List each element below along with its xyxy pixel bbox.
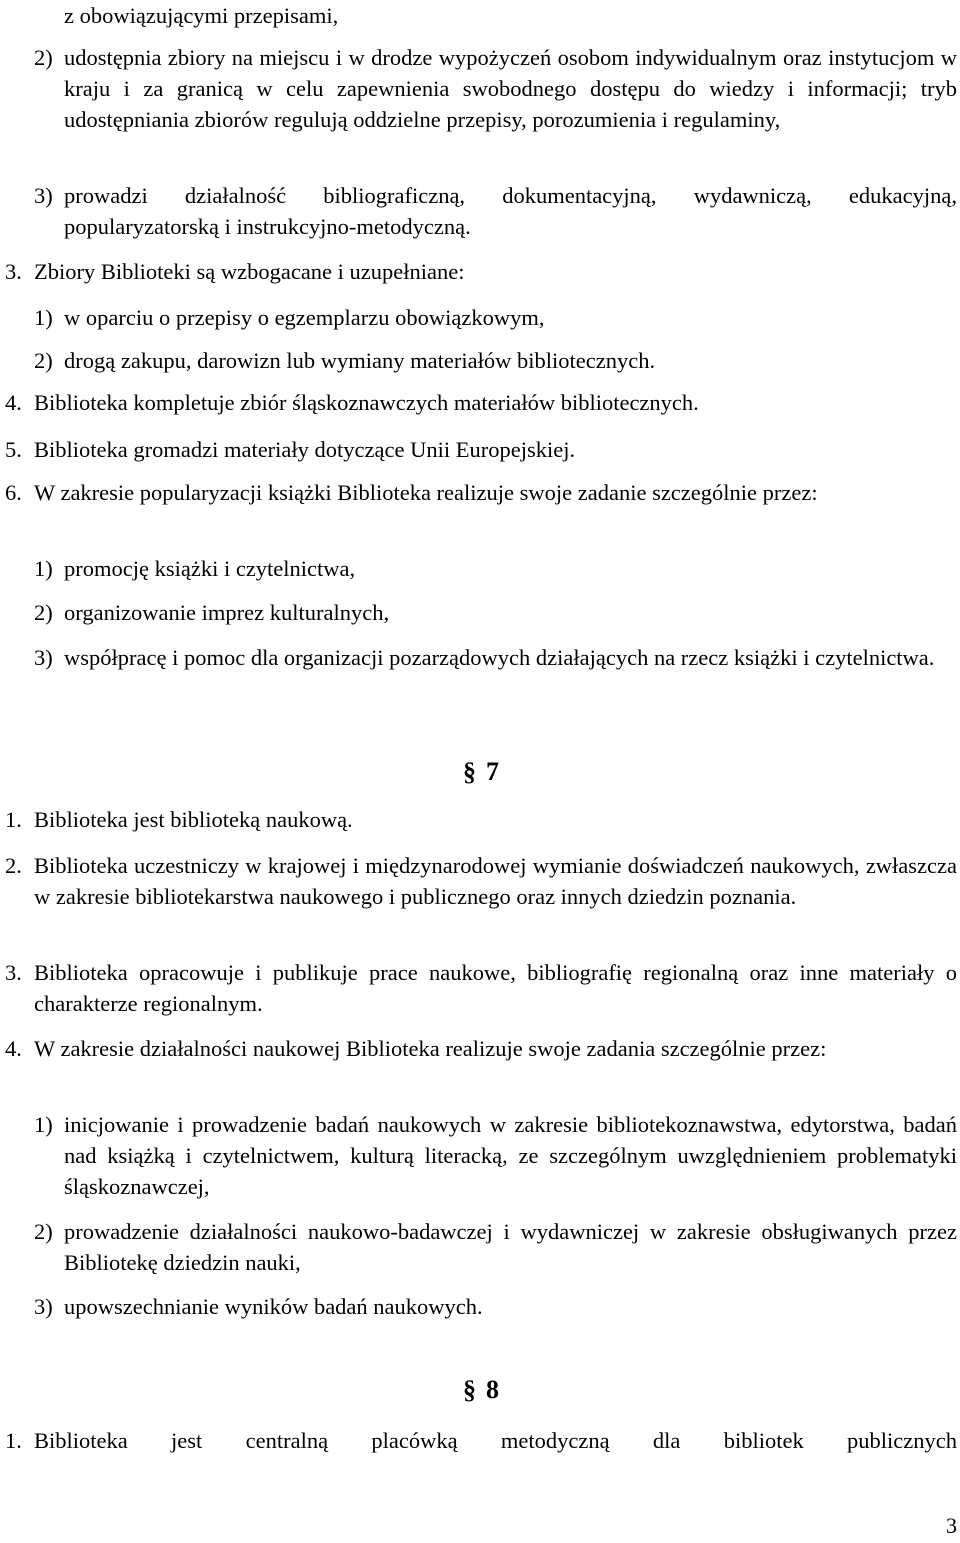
list-item-number: 2) (34, 1219, 53, 1244)
section-number: 8 (486, 1375, 499, 1404)
list-item (34, 345, 957, 376)
list-item-text: upowszechnianie wyników badań naukowych. (64, 1294, 483, 1319)
paragraph (5, 256, 957, 287)
paragraph (5, 850, 957, 912)
list-item-number: 3) (34, 183, 53, 208)
list-item-number: 1) (34, 556, 53, 581)
list-item-text: organizowanie imprez kulturalnych, (64, 600, 390, 625)
paragraph (5, 477, 957, 508)
paragraph-number: 4. (5, 390, 22, 415)
paragraph-text: Biblioteka opracowuje i publikuje prace naukowe, bibliografię regionalną oraz inne materiały o charakterze regionalnym. (34, 960, 957, 1016)
paragraph-text: W zakresie działalności naukowej Biblioteka realizuje swoje zadania szczególnie przez: (34, 1036, 827, 1061)
list-item-number: 3) (34, 1294, 53, 1319)
paragraph-number: 1. (5, 1428, 22, 1453)
paragraph-text: Zbiory Biblioteki są wzbogacane i uzupełniane: (34, 259, 465, 284)
section-symbol: § (463, 1375, 476, 1404)
paragraph (5, 387, 957, 418)
list-item (34, 302, 957, 333)
list-item-text: udostępnia zbiory na miejscu i w drodze wypożyczeń osobom indywidualnym oraz instytucjom w kraju i za granicą w celu zapewnienia swobodnego dostępu do wiedzy i informacji; tryb udostępniania zbiorów regulują oddzielne przepisy, porozumienia i regulaminy, (64, 45, 957, 132)
paragraph-number: 3. (5, 960, 22, 985)
list-item (34, 642, 957, 673)
paragraph-text: W zakresie popularyzacji książki Biblioteka realizuje swoje zadanie szczególnie przez: (34, 480, 818, 505)
paragraph-text: Biblioteka gromadzi materiały dotyczące Unii Europejskiej. (34, 437, 576, 462)
paragraph-number: 5. (5, 437, 22, 462)
list-item (34, 1216, 957, 1278)
paragraph-text: Biblioteka jest centralną placówką metodyczną dla bibliotek publicznych (34, 1428, 957, 1453)
list-item (34, 553, 957, 584)
list-item-number: 2) (34, 600, 53, 625)
list-item-number: 1) (34, 1112, 53, 1137)
list-item-number: 3) (34, 645, 53, 670)
page-number: 3 (946, 1513, 957, 1538)
list-item (34, 180, 957, 242)
list-item (34, 42, 957, 135)
section-number: 7 (486, 757, 499, 786)
paragraph-number: 1. (5, 807, 22, 832)
list-item (34, 597, 957, 628)
list-item-number: 1) (34, 305, 53, 330)
list-item-text: współpracę i pomoc dla organizacji pozarządowych działających na rzecz książki i czytelnictwa. (64, 645, 935, 670)
list-item-number: 2) (34, 348, 53, 373)
list-item-text: prowadzenie działalności naukowo-badawczej i wydawniczej w zakresie obsługiwanych przez Bibliotekę dziedzin nauki, (64, 1219, 957, 1275)
paragraph (5, 434, 957, 465)
list-item-text: promocję książki i czytelnictwa, (64, 556, 356, 581)
section-heading (463, 1375, 499, 1405)
list-item-text: inicjowanie i prowadzenie badań naukowych w zakresie bibliotekoznawstwa, edytorstwa, badań nad książką i czytelnictwem, kulturą literacką, ze szczególnym uwzględnieniem problematyki śląskoznawczej, (64, 1112, 957, 1199)
paragraph-text: Biblioteka kompletuje zbiór śląskoznawczych materiałów bibliotecznych. (34, 390, 699, 415)
paragraph (5, 957, 957, 1019)
list-item-text: drogą zakupu, darowizn lub wymiany materiałów bibliotecznych. (64, 348, 656, 373)
list-item-number: 2) (34, 45, 53, 70)
paragraph-number: 6. (5, 480, 22, 505)
paragraph (5, 1033, 957, 1064)
paragraph-text: Biblioteka jest biblioteką naukową. (34, 807, 353, 832)
paragraph (5, 804, 957, 835)
paragraph-number: 4. (5, 1036, 22, 1061)
list-item (34, 1109, 957, 1202)
paragraph-number: 2. (5, 853, 22, 878)
list-item-text: prowadzi działalność bibliograficzną, dokumentacyjną, wydawniczą, edukacyjną, popularyzatorską i instrukcyjno-metodyczną. (64, 183, 957, 239)
paragraph (5, 1425, 957, 1456)
list-item (34, 1291, 957, 1322)
continued-list-item-text: z obowiązującymi przepisami, (64, 3, 339, 28)
section-symbol: § (463, 757, 476, 786)
paragraph-number: 3. (5, 259, 22, 284)
list-item-text: w oparciu o przepisy o egzemplarzu obowiązkowym, (64, 305, 545, 330)
paragraph-text: Biblioteka uczestniczy w krajowej i międzynarodowej wymianie doświadczeń naukowych, zwłaszcza w zakresie bibliotekarstwa naukowego i publicznego oraz innych dziedzin poznania. (34, 853, 957, 909)
section-heading (463, 757, 499, 787)
